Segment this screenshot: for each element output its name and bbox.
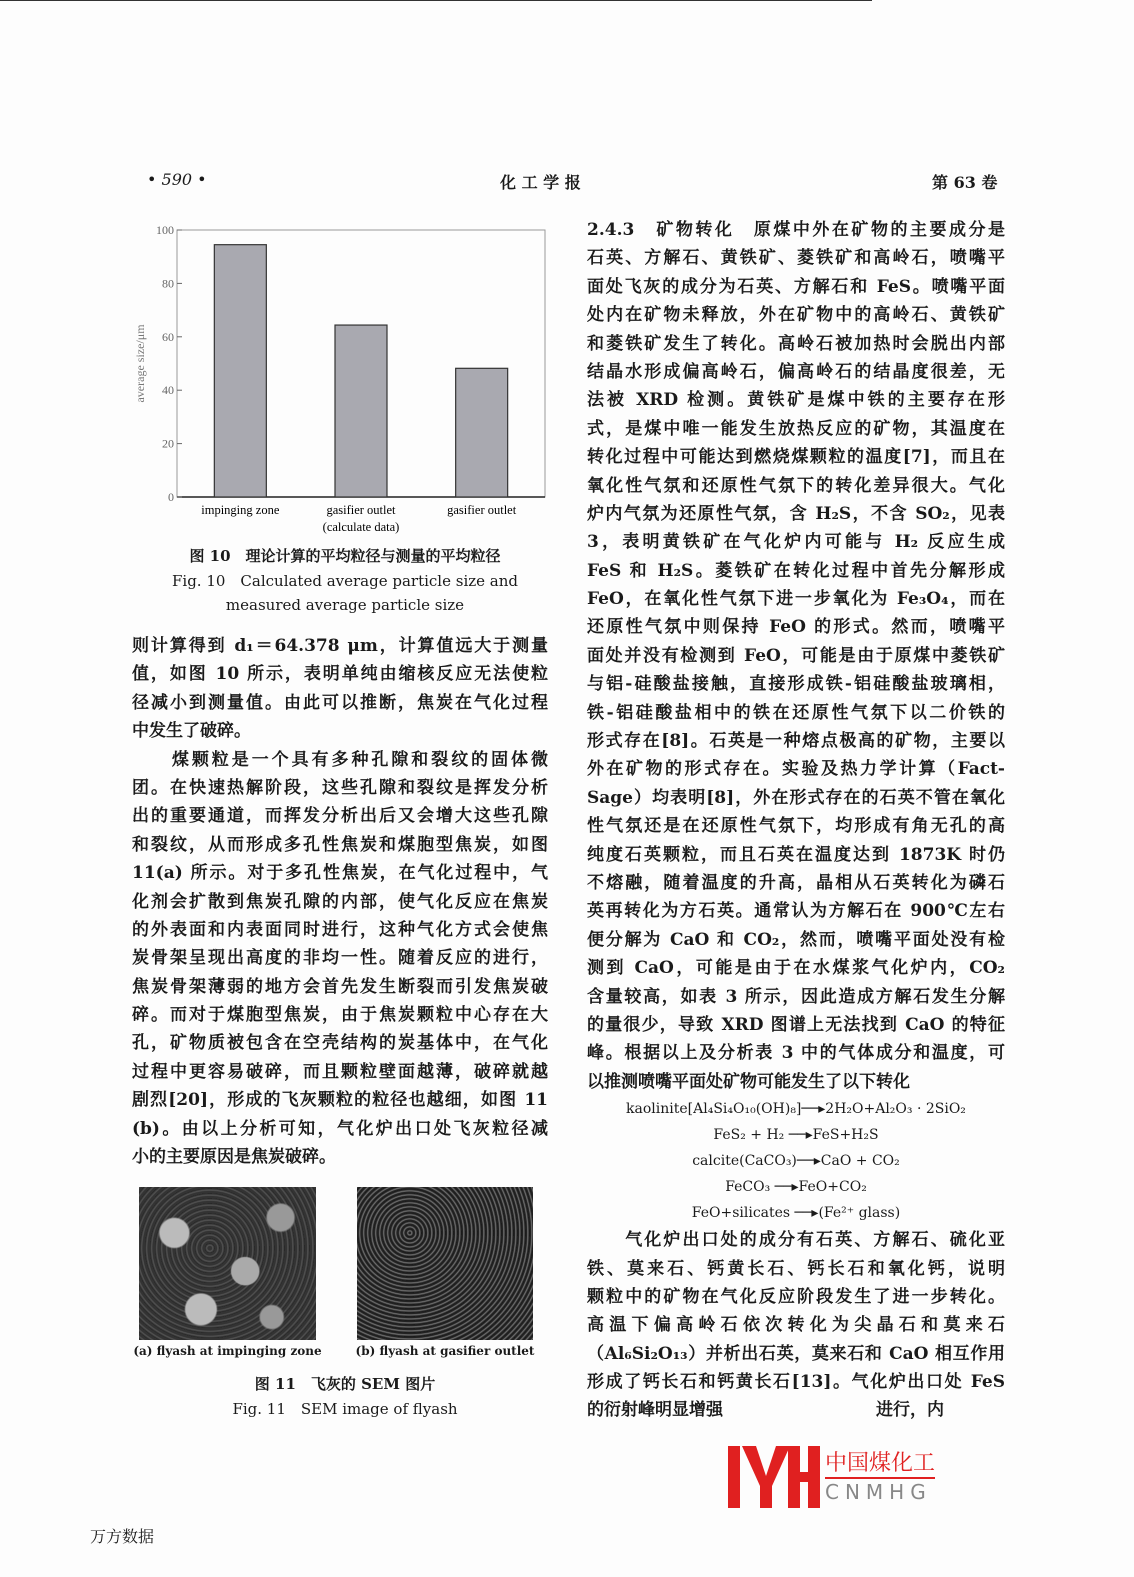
text-line: 面处并没有检测到 FeO，可能是由于原煤中菱铁矿 [587,645,1005,666]
text-line: 煤颗粒是一个具有多种孔隙和裂纹的固体微 [132,749,548,770]
equation: FeO+silicates ──▸(Fe²⁺ glass) [691,1205,901,1222]
text-line: 法被 XRD 检测。黄铁矿是煤中铁的主要存在形 [587,390,1005,411]
text-line: 团。在快速热解阶段，这些孔隙和裂纹是挥发分析 [132,777,548,798]
y-tick-label: 40 [162,383,174,398]
x-tick-label: gasifier outlet [326,503,396,517]
text-line: （Al₆Si₂O₁₃）并析出石英，莫来石和 CaO 相互作用 [587,1343,1005,1364]
x-tick-label: (calculate data) [322,520,400,534]
y-tick-label: 60 [162,329,174,344]
text-line: 铁、莫来石、钙黄长石、钙长石和氧化钙，说明 [587,1258,1005,1279]
fig10-caption-en-1: Fig. 10 Calculated average particle size and [171,572,518,590]
text-line: 中发生了破碎。 [132,721,251,742]
volume: 第 63 卷 [932,173,998,192]
bar-chart [130,218,560,538]
page-number: • 590 • [147,170,207,189]
y-tick-label: 20 [162,436,174,451]
watermark-logo-icon [728,1446,820,1508]
sem-image-a [139,1187,316,1340]
text-line: 3，表明黄铁矿在气化炉内可能与 H₂ 反应生成 [587,532,1005,553]
text-line: 含量较高，如表 3 所示，因此造成方解石发生分解 [587,986,1005,1007]
y-axis-label: average size/μm [133,324,147,403]
header-rule [0,0,872,1]
text-line: 铁-铝硅酸盐相中的铁在还原性气氛下以二价铁的 [587,702,1005,723]
text-line: 纯度石英颗粒，而且石英在温度达到 1873K 时仍 [587,844,1005,865]
text-line: 出的重要通道，而挥发分析出后又会增大这些孔隙 [132,806,548,827]
text-line: 值，如图 10 所示，表明单纯由缩核反应无法使粒 [132,664,548,685]
text-line: 碎。而对于煤胞型焦炭，由于焦炭颗粒中心存在大 [132,1005,548,1026]
y-tick-label: 100 [156,223,174,237]
sem-image-b [357,1187,533,1340]
journal-name: 化 工 学 报 [500,173,581,192]
text-line: 颗粒中的矿物在气化反应阶段发生了进一步转化。 [587,1286,1005,1307]
text-line: 过程中更容易破碎，而且颗粒壁面越薄，破碎就越 [132,1061,548,1082]
text-line: 和裂纹，从而形成多孔性焦炭和煤胞型焦炭，如图 [132,834,548,855]
x-tick-label: gasifier outlet [447,503,517,517]
text-line: 气化炉出口处的成分有石英、方解石、硫化亚 [587,1230,1005,1251]
bar [335,325,387,497]
text-line: 英再转化为方石英。通常认为方解石在 900℃左右 [587,901,1005,922]
watermark-cn: 中国煤化工 [825,1446,935,1479]
text-line: 式，是煤中唯一能发生放热反应的矿物，其温度在 [587,418,1005,439]
sem-b-label: (b) flyash at gasifier outlet [355,1344,535,1358]
text-line: 以推测喷嘴平面处矿物可能发生了以下转化 [587,1071,910,1092]
left-column-text [132,632,548,1171]
text-line: 转化过程中可能达到燃烧煤颗粒的温度[7]，而且在 [587,447,1005,468]
bar [456,368,508,497]
text-line: 2.4.3 矿物转化 原煤中外在矿物的主要成分是 [587,220,1005,240]
text-line: 的衍射峰明显增强 进行，内 [587,1400,944,1421]
text-line: 剧烈[20]，形成的飞灰颗粒的粒径也越细，如图 11 [132,1090,548,1111]
fig11-caption-en: Fig. 11 SEM image of flyash [232,1400,458,1418]
text-line: 炭骨架呈现出高度的非均一性。随着反应的进行， [132,948,548,969]
fig10-caption-en-2: measured average particle size [225,596,465,614]
right-column-text [587,216,1005,1425]
text-line: 便分解为 CaO 和 CO₂，然而，喷嘴平面处没有检 [587,929,1005,950]
text-line: 结晶水形成偏高岭石，偏高岭石的结晶度很差，无 [587,361,1005,382]
y-tick-label: 80 [162,276,174,291]
text-line: 孔，矿物质被包含在空壳结构的炭基体中，在气化 [132,1033,548,1054]
sem-a-label: (a) flyash at impinging zone [133,1344,322,1358]
text-line: 形成了钙长石和钙黄长石[13]。气化炉出口处 FeS [587,1372,1005,1393]
text-line: 性气氛还是在还原性气氛下，均形成有角无孔的高 [587,816,1005,837]
watermark-logo [728,1446,820,1508]
watermark-en: CNMHG [825,1480,932,1504]
text-line: FeS 和 H₂S。菱铁矿在转化过程中首先分解形成 [587,560,1005,581]
equation: FeCO₃ ──▸FeO+CO₂ [725,1179,867,1196]
equation: kaolinite[Al₄Si₄O₁₀(OH)₈]──▸2H₂O+Al₂O₃ · 2SiO₂ [626,1101,966,1118]
text-line: 石英、方解石、黄铁矿、菱铁矿和高岭石，喷嘴平 [587,248,1005,269]
text-line: 与铝-硅酸盐接触，直接形成铁-铝硅酸盐玻璃相， [587,674,1005,695]
text-line: 面处飞灰的成分为石英、方解石和 FeS。喷嘴平面 [587,276,1005,297]
text-line: 焦炭骨架薄弱的地方会首先发生断裂而引发焦炭破 [132,976,548,997]
text-line: 小的主要原因是焦炭破碎。 [132,1147,336,1168]
text-line: 的外表面和内表面同时进行，这种气化方式会使焦 [132,919,548,940]
bar [214,245,266,497]
text-line: 炉内气氛为还原性气氛，含 H₂S，不含 SO₂，见表 [587,503,1005,524]
text-line: 测到 CaO，可能是由于在水煤浆气化炉内，CO₂ [587,958,1005,979]
text-line: (b)。由以上分析可知，气化炉出口处飞灰粒径减 [132,1118,548,1139]
fig11-caption-cn: 图 11 飞灰的 SEM 图片 [254,1375,436,1393]
text-line: 11(a) 所示。对于多孔性焦炭，在气化过程中，气 [132,863,548,884]
equation: FeS₂ + H₂ ──▸FeS+H₂S [713,1127,879,1144]
y-tick-label: 0 [168,490,174,504]
text-line: 峰。根据以上及分析表 3 中的气体成分和温度，可 [587,1043,1005,1064]
text-line: 不熔融，随着温度的升高，晶相从石英转化为磷石 [587,872,1005,893]
text-line: 形式存在[8]。石英是一种熔点极高的矿物，主要以 [587,731,1005,752]
footer-source: 万方数据 [90,1527,155,1546]
text-line: 处内在矿物未释放，外在矿物中的高岭石、黄铁矿 [587,305,1005,326]
text-line: 化剂会扩散到焦炭孔隙的内部，使气化反应在焦炭 [132,891,548,912]
text-line: 则计算得到 d₁＝64.378 μm，计算值远大于测量 [132,636,548,656]
x-tick-label: impinging zone [201,503,280,517]
fig10-caption-cn: 图 10 理论计算的平均粒径与测量的平均粒径 [189,547,501,565]
text-line: 的量很少，导致 XRD 图谱上无法找到 CaO 的特征 [587,1014,1005,1035]
text-line: 氧化性气氛和还原性气氛下的转化差异很大。气化 [587,475,1005,496]
equation: calcite(CaCO₃)──▸CaO + CO₂ [692,1153,900,1170]
text-line: 还原性气氛中则保持 FeO 的形式。然而，喷嘴平 [587,617,1005,638]
text-line: 外在矿物的形式存在。实验及热力学计算（Fact- [587,759,1005,780]
text-line: FeO，在氧化性气氛下进一步氧化为 Fe₃O₄，而在 [587,589,1005,610]
text-line: Sage）均表明[8]，外在形式存在的石英不管在氧化 [587,787,1005,808]
text-line: 和菱铁矿发生了转化。高岭石被加热时会脱出内部 [587,333,1005,354]
text-line: 径减小到测量值。由此可以推断，焦炭在气化过程 [132,692,548,713]
text-line: 高温下偏高岭石依次转化为尖晶石和莫来石 [587,1315,1005,1336]
